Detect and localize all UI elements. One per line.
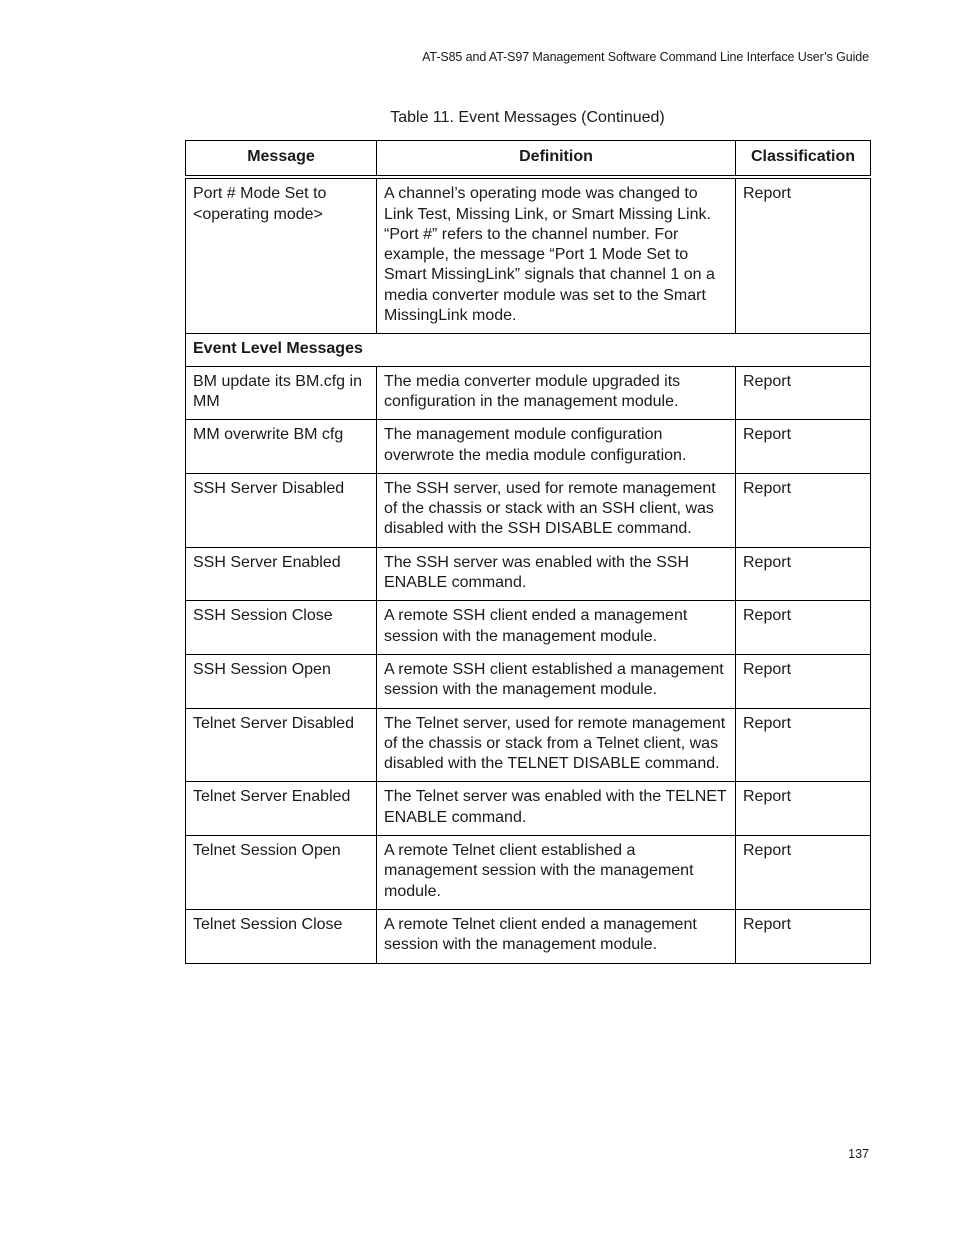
classification-cell: Report <box>736 366 871 420</box>
table-row <box>186 601 871 655</box>
definition-cell: A channel’s operating mode was changed to Link Test, Missing Link, or Smart Missing Link. “Port #” refers to the channel number. For example, the message “Port 1 Mode Set to Smart MissingLink” signals that channel 1 on a media converter module was set to the Smart MissingLink mode. <box>377 177 736 334</box>
definition-cell: The management module configuration overwrote the media module configuration. <box>377 420 736 474</box>
table-row <box>186 547 871 601</box>
message-cell: BM update its BM.cfg in MM <box>186 366 377 420</box>
classification-cell: Report <box>736 654 871 708</box>
table-row <box>186 366 871 420</box>
classification-cell: Report <box>736 909 871 963</box>
message-cell: Telnet Server Disabled <box>186 708 377 782</box>
definition-cell: The SSH server was enabled with the SSH ENABLE command. <box>377 547 736 601</box>
table-row <box>186 654 871 708</box>
message-cell: SSH Session Open <box>186 654 377 708</box>
message-cell: SSH Server Disabled <box>186 473 377 547</box>
table-header-row <box>186 141 871 178</box>
table-row <box>186 782 871 836</box>
table-caption: Table 11. Event Messages (Continued) <box>390 109 665 126</box>
table-row <box>186 836 871 910</box>
page-number: 137 <box>848 1147 869 1161</box>
definition-cell: The media converter module upgraded its configuration in the management module. <box>377 366 736 420</box>
definition-cell: A remote SSH client established a management session with the management module. <box>377 654 736 708</box>
message-cell: Telnet Server Enabled <box>186 782 377 836</box>
definition-cell: A remote Telnet client established a management session with the management module. <box>377 836 736 910</box>
column-header-message: Message <box>186 141 377 178</box>
table-row <box>186 909 871 963</box>
definition-cell: The SSH server, used for remote management of the chassis or stack with an SSH client, was disabled with the SSH DISABLE command. <box>377 473 736 547</box>
message-cell: SSH Server Enabled <box>186 547 377 601</box>
message-cell: Port # Mode Set to <operating mode> <box>186 177 377 334</box>
message-cell: Telnet Session Open <box>186 836 377 910</box>
message-cell: Telnet Session Close <box>186 909 377 963</box>
section-title: Event Level Messages <box>186 334 871 366</box>
classification-cell: Report <box>736 473 871 547</box>
classification-cell: Report <box>736 547 871 601</box>
message-cell: SSH Session Close <box>186 601 377 655</box>
classification-cell: Report <box>736 836 871 910</box>
table-row <box>186 420 871 474</box>
definition-cell: The Telnet server, used for remote management of the chassis or stack from a Telnet client, was disabled with the TELNET DISABLE command. <box>377 708 736 782</box>
classification-cell: Report <box>736 177 871 334</box>
classification-cell: Report <box>736 782 871 836</box>
classification-cell: Report <box>736 708 871 782</box>
table-row <box>186 177 871 334</box>
table-row <box>186 473 871 547</box>
table-row <box>186 708 871 782</box>
message-cell: MM overwrite BM cfg <box>186 420 377 474</box>
definition-cell: The Telnet server was enabled with the TELNET ENABLE command. <box>377 782 736 836</box>
classification-cell: Report <box>736 420 871 474</box>
definition-cell: A remote Telnet client ended a management session with the management module. <box>377 909 736 963</box>
running-header: AT-S85 and AT-S97 Management Software Command Line Interface User’s Guide <box>422 50 869 64</box>
column-header-classification: Classification <box>736 141 871 178</box>
definition-cell: A remote SSH client ended a management session with the management module. <box>377 601 736 655</box>
event-messages-table <box>185 140 871 964</box>
column-header-definition: Definition <box>377 141 736 178</box>
section-row <box>186 334 871 366</box>
classification-cell: Report <box>736 601 871 655</box>
